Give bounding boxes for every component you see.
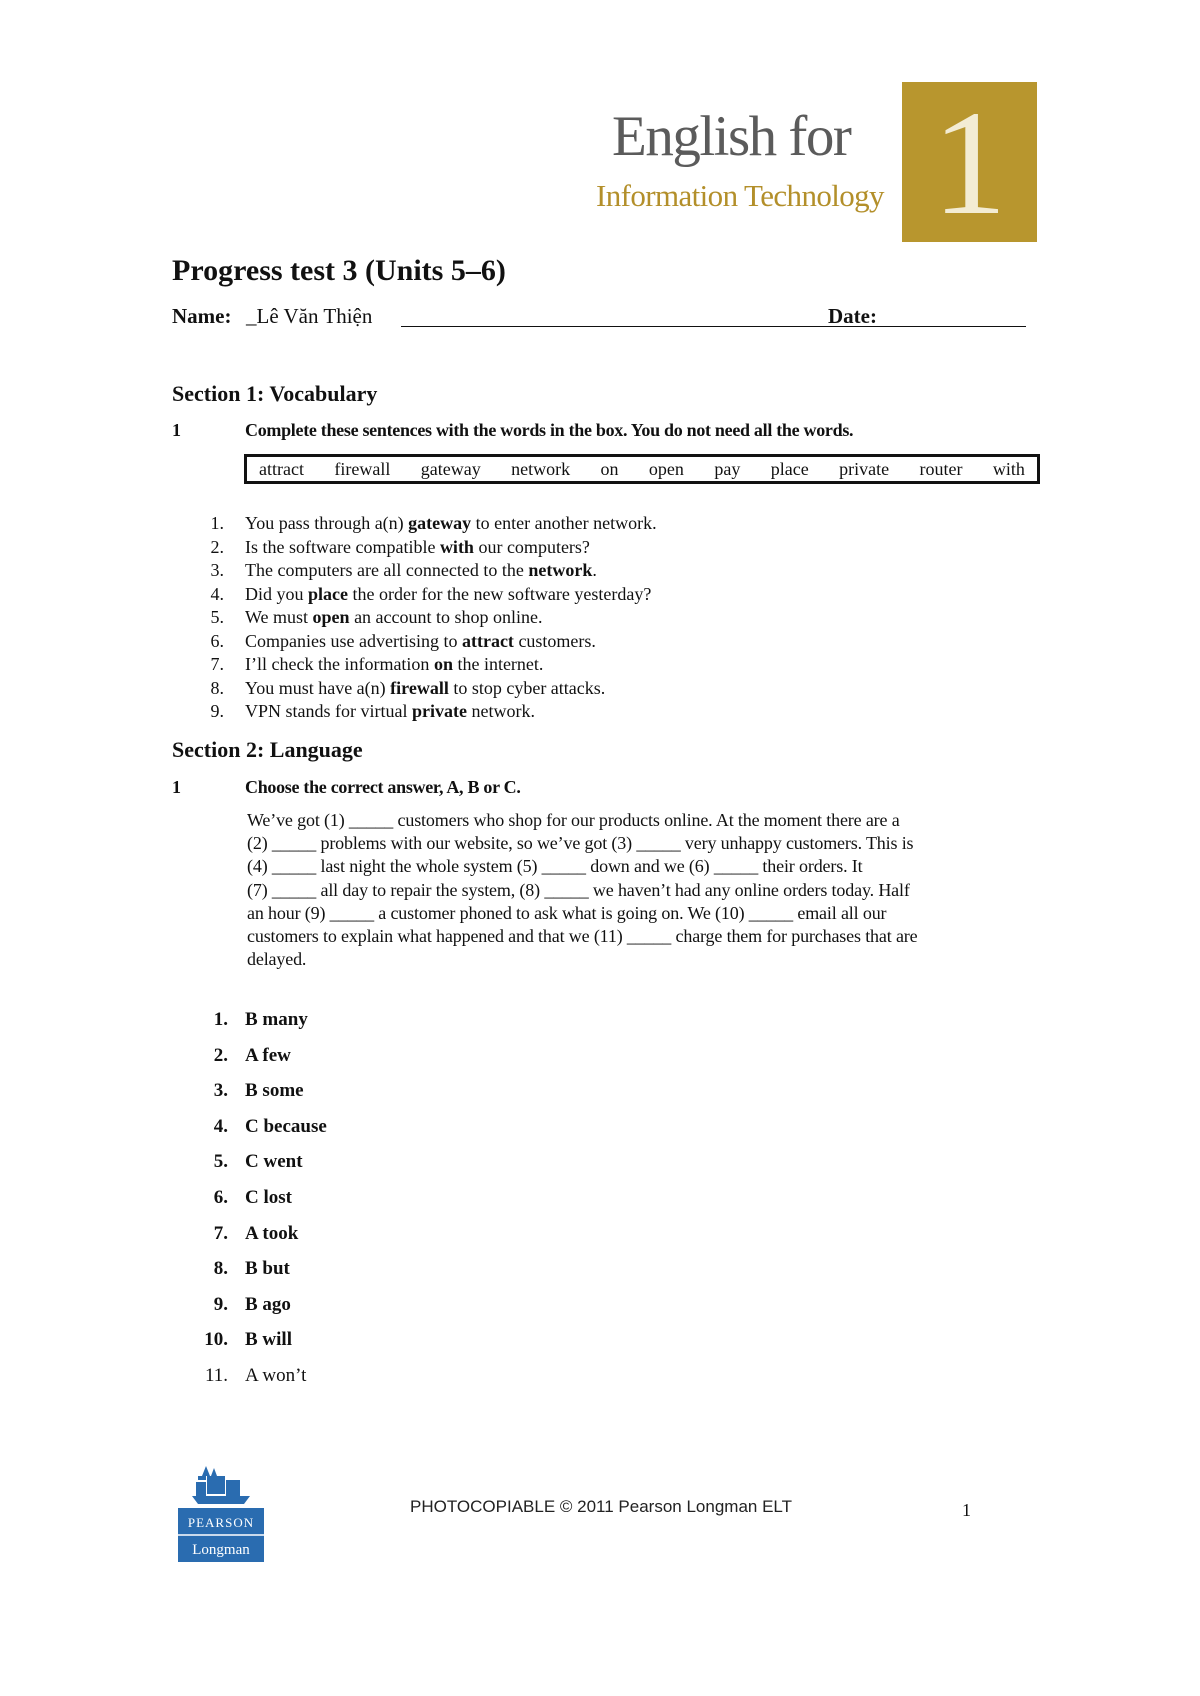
brand-number: 1 — [932, 80, 1007, 246]
word-box — [244, 454, 1040, 484]
vocab-item-text — [245, 653, 543, 677]
logo-text-longman: Longman — [192, 1542, 250, 1558]
vocab-item — [204, 653, 1024, 677]
vocab-item — [204, 677, 1024, 701]
vocab-item-post: the order for the new software yesterday? — [348, 583, 652, 604]
section1-question-number: 1 — [172, 420, 181, 440]
vocab-item-post: the internet. — [452, 654, 544, 674]
vocab-item — [204, 512, 1024, 536]
answer-number: 7. — [213, 1222, 228, 1244]
vocab-item-pre: We must — [245, 607, 313, 627]
vocab-item-post: . — [592, 560, 597, 580]
answer-number: 4. — [213, 1115, 228, 1137]
answer-text: B many — [245, 1009, 308, 1030]
word-box-item: gateway — [420, 458, 481, 479]
vocab-item-number: 2. — [210, 536, 224, 557]
vocab-item-answer: gateway — [408, 513, 472, 533]
vocab-item-pre: You pass through a(n) — [245, 513, 409, 533]
word-box-item: open — [648, 458, 684, 479]
word-box-item: attract — [259, 458, 304, 479]
logo-text-pearson: PEARSON — [187, 1515, 255, 1530]
vocab-item-post: to stop cyber attacks. — [448, 677, 606, 698]
copyright-notice: PHOTOCOPIABLE © 2011 Pearson Longman ELT — [410, 1497, 792, 1516]
vocab-item-text — [245, 677, 605, 701]
answer-item — [204, 1115, 604, 1151]
vocab-item-pre: You must have a(n) — [245, 677, 391, 698]
vocab-item-answer: private — [411, 701, 467, 721]
word-box-item: pay — [714, 458, 741, 479]
answer-item — [204, 1008, 604, 1044]
answer-number: 8. — [213, 1258, 228, 1280]
answer-number: 5. — [213, 1151, 228, 1173]
vocab-item-text — [245, 630, 596, 654]
name-underline — [401, 326, 975, 327]
vocab-item — [204, 630, 1024, 654]
vocab-item-text — [245, 559, 597, 583]
brand-title: English for — [612, 105, 851, 168]
name-label: Name: — [172, 304, 232, 328]
brand-subtitle: Information Technology — [596, 178, 884, 213]
answer-item — [204, 1222, 604, 1258]
name-value: _Lê Văn Thiện — [246, 304, 373, 328]
answer-text: B but — [245, 1258, 290, 1280]
vocab-item-text — [245, 606, 543, 630]
passage-line: (2) _____ problems with our website, so we’ve got (3) _____ very unhappy customers. This is — [247, 833, 914, 854]
vocab-item-pre: The computers are all connected to the — [245, 560, 529, 580]
vocab-item-number: 6. — [210, 630, 224, 651]
answer-number: 1. — [213, 1009, 228, 1030]
vocab-item-answer: network — [528, 560, 593, 580]
section2-heading: Section 2: Language — [172, 737, 363, 762]
answer-text: B ago — [245, 1293, 291, 1315]
vocab-item-answer: place — [308, 583, 348, 604]
vocab-item-answer: with — [439, 536, 474, 557]
answer-item — [204, 1328, 604, 1364]
vocab-item-number: 9. — [210, 701, 224, 721]
vocab-item-pre: I’ll check the information — [245, 654, 434, 674]
answer-number: 9. — [213, 1293, 228, 1315]
answer-item — [204, 1044, 604, 1080]
section1-instruction: Complete these sentences with the words in the box. You do not need all the words. — [245, 420, 854, 440]
word-box-item: private — [839, 458, 890, 479]
answer-text: C because — [245, 1115, 327, 1137]
answer-item — [204, 1150, 604, 1186]
word-box-item: place — [770, 458, 809, 479]
vocab-item-answer: attract — [461, 630, 514, 651]
vocab-item-text — [245, 700, 535, 724]
word-box-item: with — [992, 458, 1025, 479]
vocab-item — [204, 559, 1024, 583]
answer-item — [204, 1364, 604, 1400]
vocab-item-number: 3. — [210, 560, 224, 580]
vocab-item-number: 5. — [210, 607, 224, 627]
answer-list — [204, 1008, 604, 1400]
answer-text: C lost — [245, 1186, 292, 1208]
vocab-item — [204, 700, 1024, 724]
vocab-item-text — [245, 512, 657, 536]
vocab-list — [204, 512, 1024, 724]
answer-item — [204, 1257, 604, 1293]
word-box-item: network — [511, 458, 571, 479]
word-box-item: firewall — [334, 458, 391, 479]
answer-number: 10. — [204, 1329, 228, 1351]
vocab-item-number: 7. — [210, 654, 224, 674]
answer-text: B some — [245, 1080, 304, 1102]
answer-text: A won’t — [245, 1364, 307, 1386]
cloze-passage — [247, 809, 1037, 971]
vocab-item — [204, 606, 1024, 630]
vocab-item-pre: VPN stands for virtual — [245, 701, 412, 721]
section2-instruction: Choose the correct answer, A, B or C. — [245, 777, 521, 797]
vocab-item-answer: open — [312, 607, 350, 627]
answer-item — [204, 1079, 604, 1115]
answer-number: 3. — [213, 1080, 228, 1102]
vocab-item-pre: Is the software compatible — [245, 536, 440, 557]
passage-line: (7) _____ all day to repair the system, (8) _____ we haven’t had any online orders today. Half — [247, 879, 910, 900]
pearson-longman-logo — [176, 1462, 266, 1564]
passage-line: an hour (9) _____ a customer phoned to ask what is going on. We (10) _____ email all our — [247, 902, 887, 923]
vocab-item-answer: firewall — [390, 677, 449, 698]
vocab-item-post: customers. — [513, 630, 596, 651]
vocab-item-pre: Companies use advertising to — [245, 630, 462, 651]
page-number: 1 — [962, 1500, 971, 1520]
answer-item — [204, 1186, 604, 1222]
vocab-item-answer: on — [433, 654, 453, 674]
answer-item — [204, 1293, 604, 1329]
vocab-item-pre: Did you — [245, 583, 308, 604]
vocab-item-post: to enter another network. — [471, 513, 657, 533]
section1-heading: Section 1: Vocabulary — [172, 381, 378, 406]
vocab-item-post: our computers? — [473, 536, 590, 557]
vocab-item-text — [245, 583, 651, 607]
name-date-row — [172, 306, 1032, 334]
answer-text: A few — [245, 1044, 291, 1066]
vocab-item-number: 8. — [210, 677, 224, 698]
vocab-item-post: an account to shop online. — [349, 607, 543, 627]
vocab-item — [204, 583, 1024, 607]
brand-number-box — [902, 80, 1037, 246]
vocab-item-number: 4. — [210, 583, 224, 604]
vocab-item-text — [245, 536, 590, 560]
answer-number: 6. — [213, 1186, 228, 1208]
passage-line: delayed. — [247, 949, 307, 970]
word-box-item: on — [600, 458, 619, 479]
vocab-item-number: 1. — [210, 513, 224, 533]
passage-line: We’ve got (1) _____ customers who shop for our products online. At the moment there are a — [247, 810, 900, 830]
passage-line: (4) _____ last night the whole system (5) _____ down and we (6) _____ their orders. It — [247, 856, 863, 877]
vocab-item — [204, 536, 1024, 560]
answer-number: 2. — [213, 1044, 228, 1066]
passage-line: customers to explain what happened and that we (11) _____ charge them for purchases that are — [247, 926, 918, 947]
answer-text: C went — [245, 1151, 303, 1173]
vocab-item-post: network. — [466, 701, 535, 721]
answer-text: B will — [245, 1329, 292, 1351]
answer-text: A took — [245, 1222, 299, 1244]
answer-number: 11. — [204, 1364, 228, 1386]
word-box-item: router — [919, 458, 963, 479]
section2-question-number: 1 — [172, 777, 181, 797]
date-label: Date: — [828, 304, 877, 328]
page-title: Progress test 3 (Units 5–6) — [172, 254, 506, 287]
date-underline — [894, 326, 1026, 327]
